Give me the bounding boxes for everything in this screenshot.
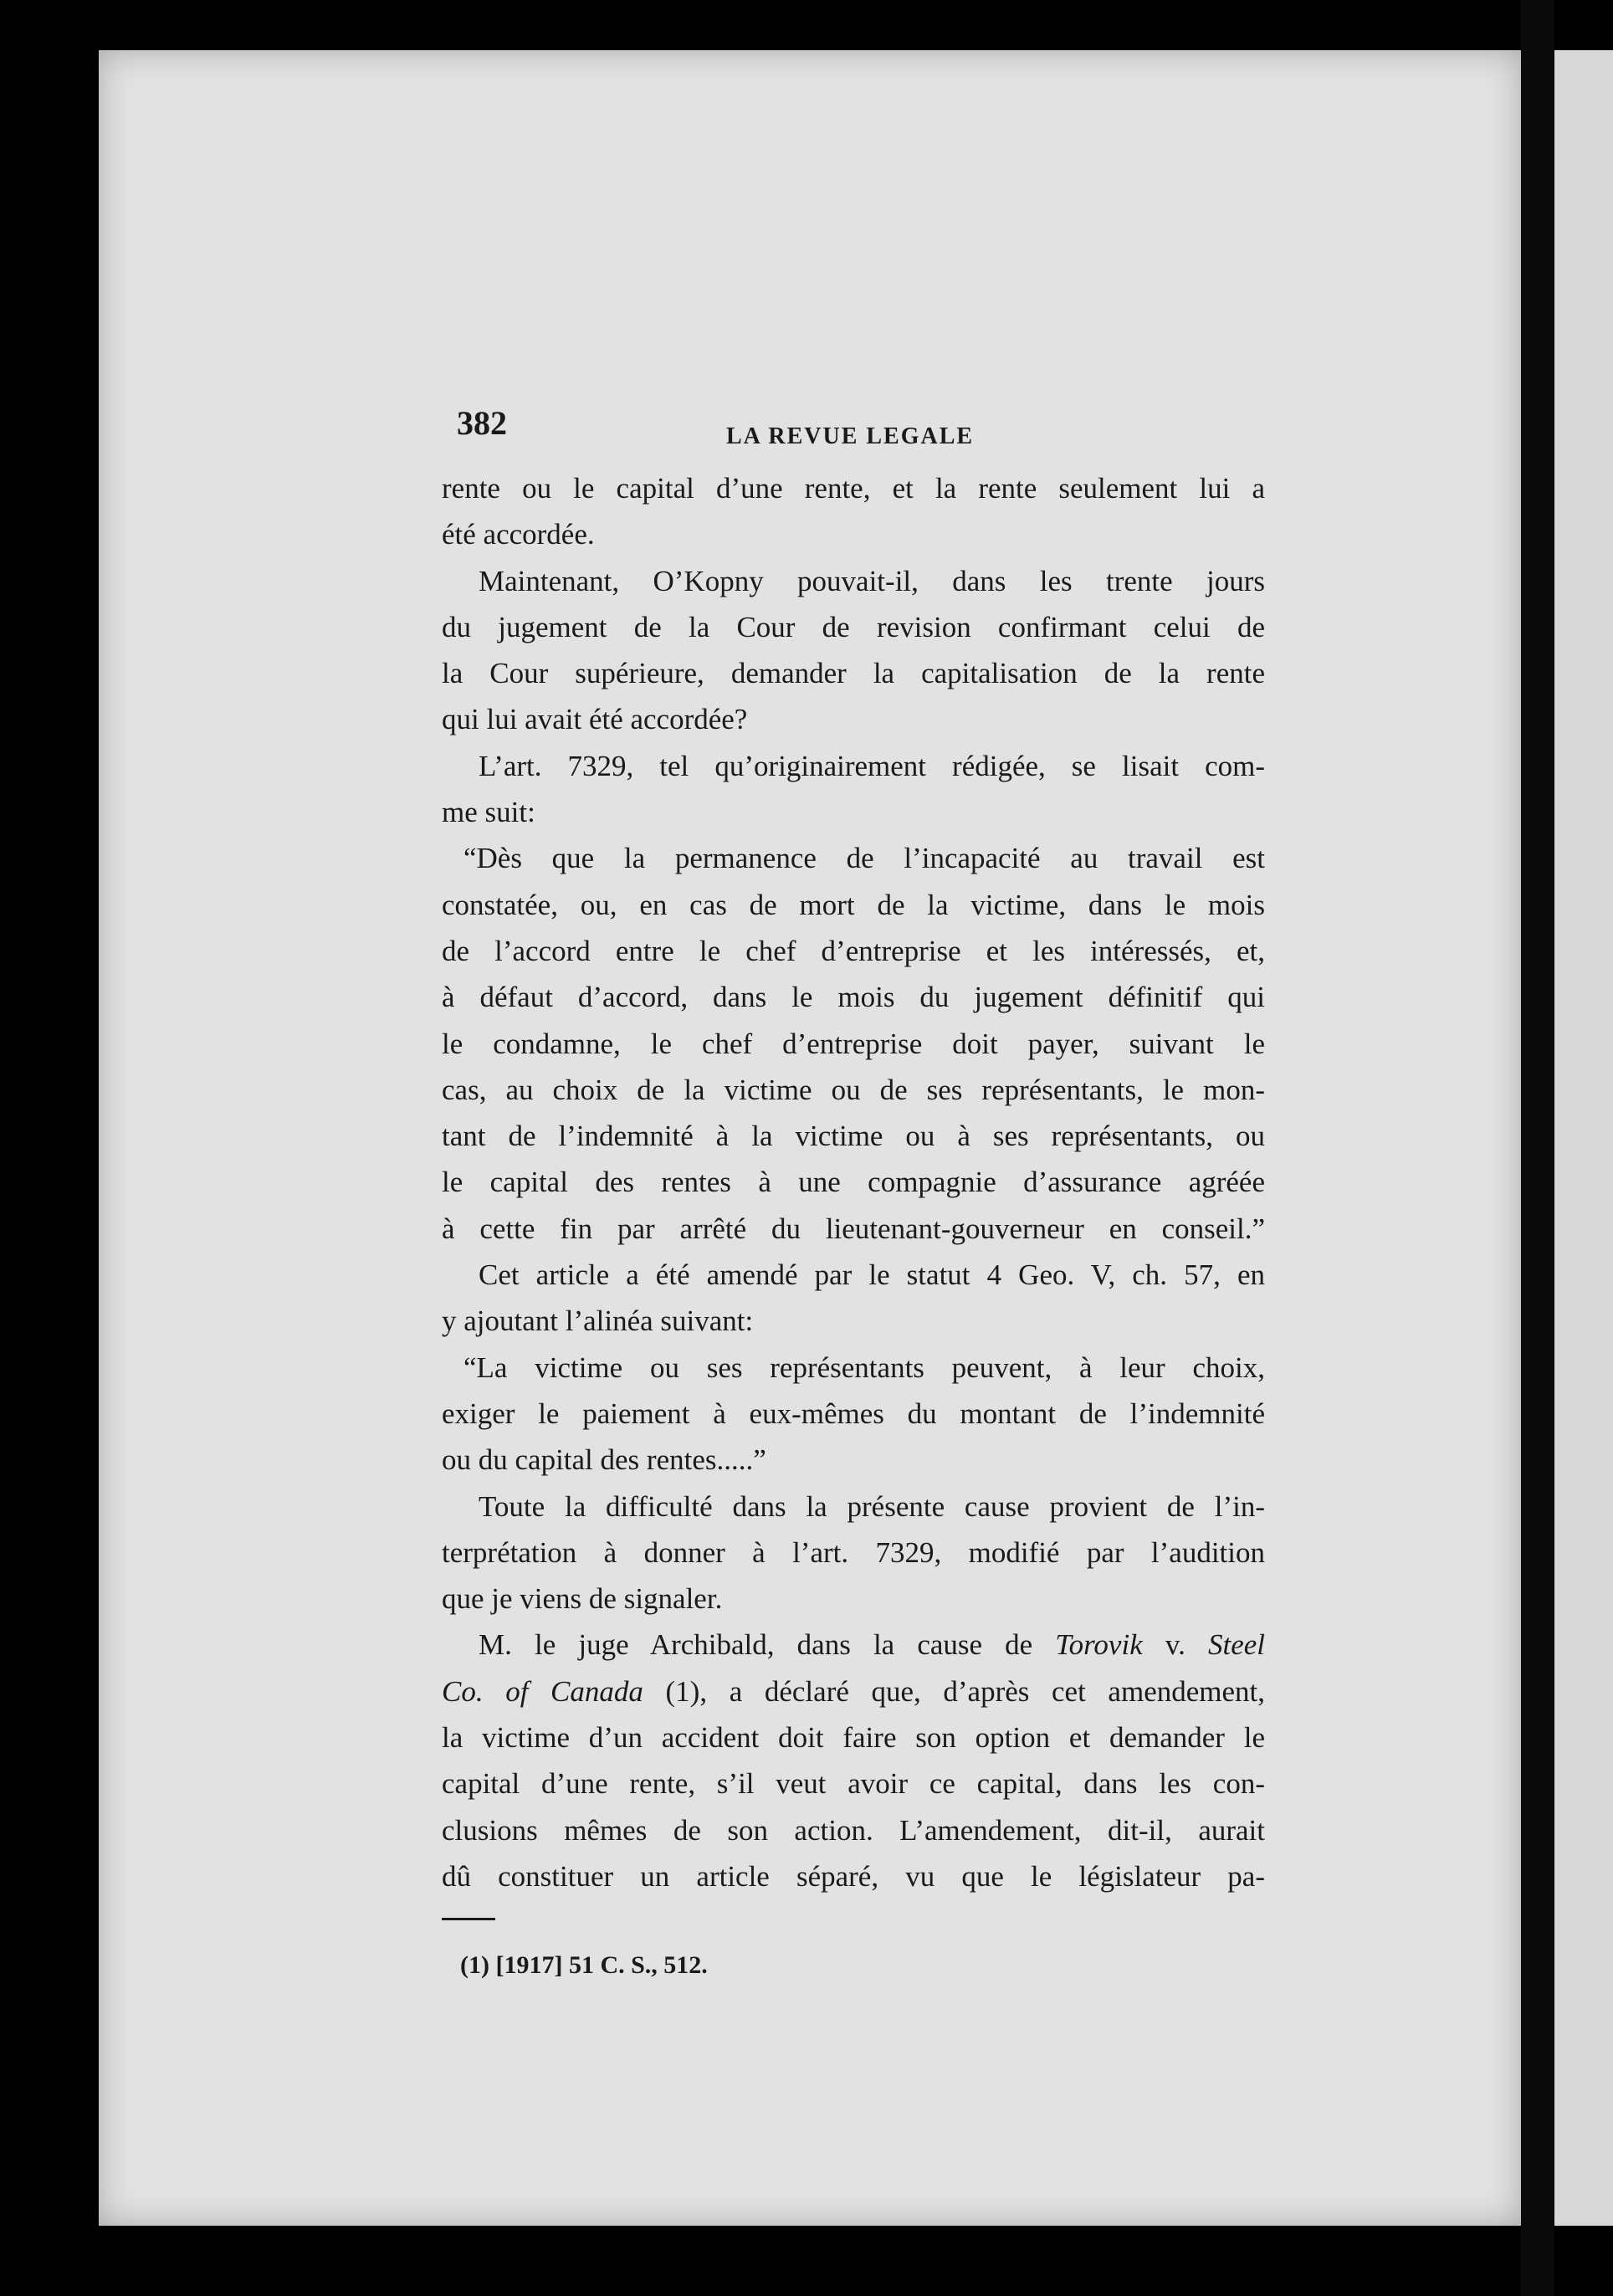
quote-line: ou du capital des rentes.....”: [442, 1443, 766, 1477]
quote-line: de l’accord entre le chef d’entreprise et les intéressés, et,: [442, 934, 1265, 967]
text-segment: v.: [1165, 1628, 1185, 1662]
text-line: que je viens de signaler.: [442, 1582, 723, 1616]
text-line: la victime d’un accident doit faire son option et demander le: [442, 1721, 1265, 1755]
text-segment: (1), a déclaré que, d’après cet amendement,: [665, 1674, 1265, 1708]
text-line: Toute la difficulté dans la présente cause provient de l’in-: [479, 1489, 1265, 1523]
text-line: du jugement de la Cour de revision confirmant celui de: [442, 610, 1265, 643]
text-line: capital d’une rente, s’il veut avoir ce capital, dans les con-: [442, 1767, 1265, 1801]
page-text-block: [442, 400, 1265, 1989]
case-name-italic: Co. of Canada: [442, 1674, 643, 1708]
quote-line: “La victime ou ses représentants peuvent, à leur choix,: [463, 1350, 1265, 1384]
text-line: me suit:: [442, 796, 535, 829]
text-line: Maintenant, O’Kopny pouvait-il, dans les trente jours: [479, 564, 1265, 597]
page-number: 382: [457, 404, 507, 442]
footnote: (1) [1917] 51 C. S., 512.: [460, 1951, 708, 1980]
quote-line: “Dès que la permanence de l’incapacité au travail est: [463, 842, 1265, 875]
quote-line: à défaut d’accord, dans le mois du jugement définitif qui: [442, 981, 1265, 1014]
text-line: y ajoutant l’alinéa suivant:: [442, 1304, 754, 1338]
quote-line: exiger le paiement à eux-mêmes du montant de l’indemnité: [442, 1397, 1265, 1430]
quote-line: le condamne, le chef d’entreprise doit payer, suivant le: [442, 1027, 1265, 1060]
text-line: [442, 1622, 1265, 1668]
running-head: [442, 400, 1265, 450]
quote-line: à cette fin par arrêté du lieutenant-gouverneur en conseil.”: [442, 1212, 1265, 1245]
next-leaf-edge: [1554, 50, 1613, 2226]
text-line: L’art. 7329, tel qu’originairement rédigée, se lisait com-: [479, 749, 1265, 782]
journal-title: LA REVUE LEGALE: [726, 423, 975, 449]
text-line: [442, 1668, 1265, 1714]
text-line: la Cour supérieure, demander la capitalisation de la rente: [442, 657, 1265, 690]
text-line: dû constituer un article séparé, vu que le législateur pa-: [442, 1859, 1265, 1893]
quote-line: cas, au choix de la victime ou de ses représentants, le mon-: [442, 1073, 1265, 1106]
text-line: qui lui avait été accordée?: [442, 703, 748, 736]
case-name-italic: Steel: [1208, 1628, 1266, 1662]
quote-line: constatée, ou, en cas de mort de la victime, dans le mois: [442, 888, 1265, 921]
case-name-italic: Torovik: [1055, 1628, 1143, 1662]
quote-line: tant de l’indemnité à la victime ou à ses représentants, ou: [442, 1120, 1265, 1153]
text-line: terprétation à donner à l’art. 7329, modifié par l’audition: [442, 1535, 1265, 1569]
text-segment: M. le juge Archibald, dans la cause de: [479, 1628, 1033, 1662]
text-line: été accordée.: [442, 518, 595, 551]
book-spine-shadow: [1521, 0, 1554, 2296]
quote-line: le capital des rentes à une compagnie d’assurance agréée: [442, 1166, 1265, 1199]
footnote-rule: [442, 1918, 495, 1920]
text-line: clusions mêmes de son action. L’amendement, dit-il, aurait: [442, 1813, 1265, 1847]
text-line: Cet article a été amendé par le statut 4 Geo. V, ch. 57, en: [479, 1258, 1265, 1292]
text-line: rente ou le capital d’une rente, et la rente seulement lui a: [442, 472, 1265, 505]
